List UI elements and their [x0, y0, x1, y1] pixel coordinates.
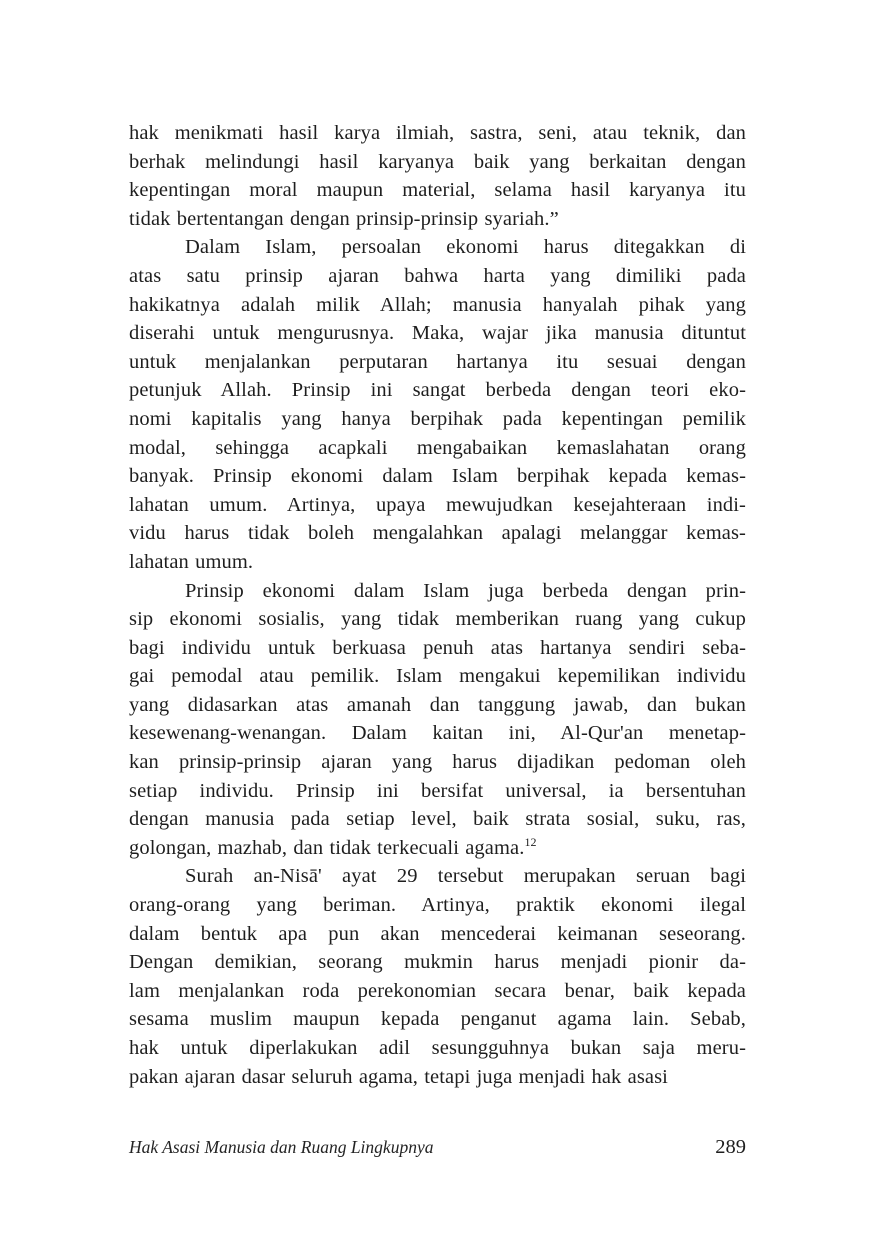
text-line: dalam bentuk apa pun akan mencederai keimanan seseorang. — [129, 922, 746, 945]
text-line: hakikatnya adalah milik Allah; manusia hanyalah pihak yang — [129, 293, 746, 316]
text-line: modal, sehingga acapkali mengabaikan kemaslahatan orang — [129, 436, 746, 459]
text-line: vidu harus tidak boleh mengalahkan apalagi melanggar kemas- — [129, 522, 746, 545]
text-line: berhak melindungi hasil karyanya baik yang berkaitan dengan — [129, 150, 746, 173]
text-line: orang-orang yang beriman. Artinya, praktik ekonomi ilegal — [129, 894, 746, 917]
text-line: setiap individu. Prinsip ini bersifat universal, ia bersentuhan — [129, 779, 746, 802]
text-line: lahatan umum. — [129, 550, 254, 573]
text-line: hak untuk diperlakukan adil sesungguhnya bukan saja meru- — [129, 1037, 746, 1059]
footnote-marker: 12 — [524, 835, 537, 850]
text-line: hak menikmati hasil karya ilmiah, sastra, seni, atau teknik, dan — [129, 122, 746, 144]
text-line: petunjuk Allah. Prinsip ini sangat berbeda dengan teori eko- — [129, 379, 746, 402]
text-line: gai pemodal atau pemilik. Islam mengakui kepemilikan individu — [129, 665, 746, 688]
text-line: lahatan umum. Artinya, upaya mewujudkan kesejahteraan indi- — [129, 493, 746, 516]
paragraph — [129, 862, 746, 1091]
paragraph — [129, 577, 746, 863]
paragraph — [129, 119, 746, 233]
body-text — [129, 119, 746, 1091]
text-line: yang didasarkan atas amanah dan tanggung jawab, dan bukan — [129, 693, 746, 716]
page-footer — [129, 1136, 746, 1159]
text-line: golongan, mazhab, dan tidak terkecuali agama.$^{12}$ — [129, 835, 537, 859]
text-line: Surah an-Nisā' ayat 29 tersebut merupakan seruan bagi — [185, 865, 746, 888]
text-line: Dalam Islam, persoalan ekonomi harus ditegakkan di — [185, 236, 746, 259]
page-number: 289 — [715, 1136, 746, 1158]
text-line: diserahi untuk mengurusnya. Maka, wajar jika manusia dituntut — [129, 322, 746, 345]
text-line: banyak. Prinsip ekonomi dalam Islam berpihak kepada kemas- — [129, 465, 746, 488]
text-line: sip ekonomi sosialis, yang tidak memberikan ruang yang cukup — [129, 608, 746, 631]
text-line: lam menjalankan roda perekonomian secara benar, baik kepada — [129, 979, 746, 1002]
text-line: tidak bertentangan dengan prinsip-prinsip syariah.” — [129, 207, 559, 230]
running-title: Hak Asasi Manusia dan Ruang Lingkupnya — [129, 1137, 434, 1157]
text-line: nomi kapitalis yang hanya berpihak pada kepentingan pemilik — [129, 407, 746, 430]
paragraph — [129, 233, 746, 576]
text-line: pakan ajaran dasar seluruh agama, tetapi juga menjadi hak asasi — [129, 1065, 668, 1088]
text-line: Prinsip ekonomi dalam Islam juga berbeda dengan prin- — [185, 579, 746, 602]
text-line: kesewenang-wenangan. Dalam kaitan ini, Al-Qur'an menetap- — [129, 722, 746, 745]
text-line: Dengan demikian, seorang mukmin harus menjadi pionir da- — [129, 951, 746, 974]
text-line: kan prinsip-prinsip ajaran yang harus dijadikan pedoman oleh — [129, 751, 746, 774]
text-line: untuk menjalankan perputaran hartanya itu sesuai dengan — [129, 350, 746, 373]
text-line: sesama muslim maupun kepada penganut agama lain. Sebab, — [129, 1008, 746, 1031]
text-line: atas satu prinsip ajaran bahwa harta yang dimiliki pada — [129, 264, 746, 287]
text-line: kepentingan moral maupun material, selama hasil karyanya itu — [129, 179, 746, 202]
text-line: bagi individu untuk berkuasa penuh atas hartanya sendiri seba- — [129, 636, 746, 659]
text-line: dengan manusia pada setiap level, baik strata sosial, suku, ras, — [129, 808, 746, 831]
